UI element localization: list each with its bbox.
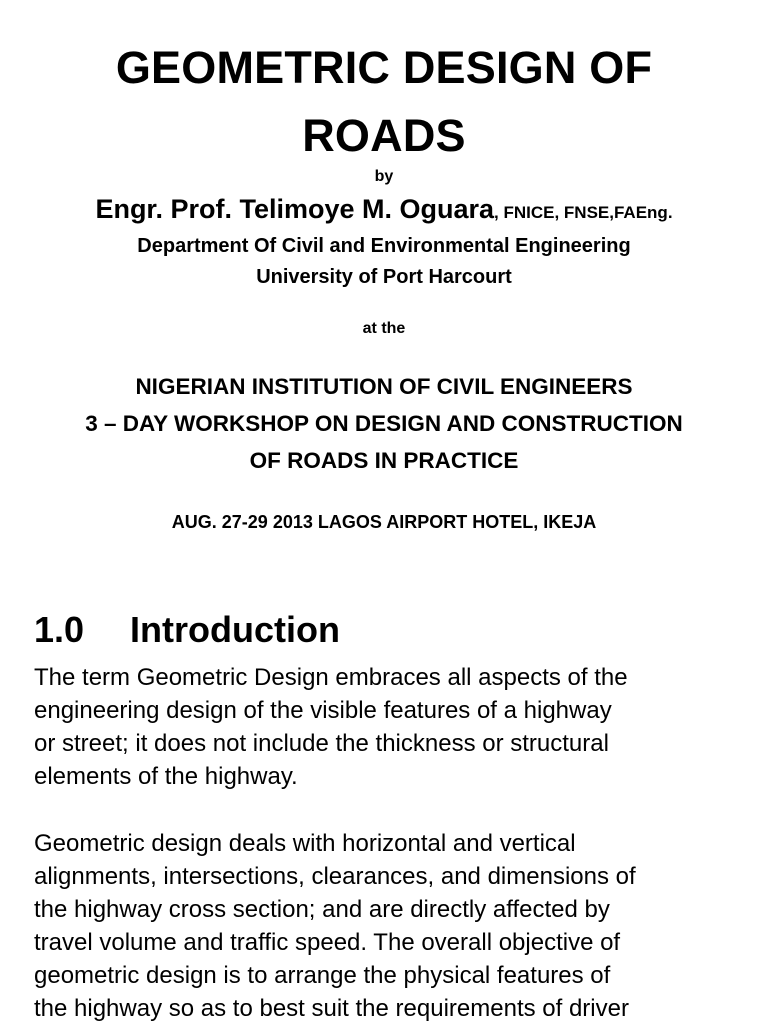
event-line2: 3 – DAY WORKSHOP ON DESIGN AND CONSTRUCTION xyxy=(85,411,683,436)
paragraph-1-line: or street; it does not include the thickness or structural xyxy=(34,730,609,757)
paragraph-1-line: engineering design of the visible features of a highway xyxy=(34,697,612,724)
paragraph-2-line: alignments, intersections, clearances, and dimensions of xyxy=(34,863,636,890)
university: University of Port Harcourt xyxy=(256,266,512,288)
paragraph-2-line: Geometric design deals with horizontal and vertical xyxy=(34,830,576,857)
section-title: Introduction xyxy=(130,609,340,650)
paragraph-2 xyxy=(34,827,754,1025)
author-name: Engr. Prof. Telimoye M. Oguara xyxy=(95,194,495,224)
paragraph-2-line: travel volume and traffic speed. The overall objective of xyxy=(34,929,621,956)
section-heading xyxy=(34,606,340,654)
document-title-line2: ROADS xyxy=(302,110,466,161)
event-line3: OF ROADS IN PRACTICE xyxy=(249,448,519,473)
date-venue: AUG. 27-29 2013 LAGOS AIRPORT HOTEL, IKEJA xyxy=(171,512,597,532)
document-title-line1: GEOMETRIC DESIGN OF xyxy=(115,42,653,93)
by-label: by xyxy=(374,168,394,185)
at-label: at the xyxy=(362,320,406,337)
section-number: 1.0 xyxy=(34,609,85,650)
paragraph-2-line: geometric design is to arrange the physical features of xyxy=(34,962,611,989)
event-line1: NIGERIAN INSTITUTION OF CIVIL ENGINEERS xyxy=(135,374,633,399)
author-postnominals: , FNICE, FNSE,FAEng. xyxy=(494,203,673,222)
paragraph-1-line: elements of the highway. xyxy=(34,763,298,790)
paragraph-2-line: the highway cross section; and are directly affected by xyxy=(34,896,610,923)
author-line xyxy=(0,194,768,225)
department: Department Of Civil and Environmental Engineering xyxy=(137,235,631,257)
paragraph-1-line: The term Geometric Design embraces all aspects of the xyxy=(34,664,628,691)
paragraph-2-line: the highway so as to best suit the requirements of driver xyxy=(34,995,629,1022)
paragraph-1 xyxy=(34,661,754,793)
